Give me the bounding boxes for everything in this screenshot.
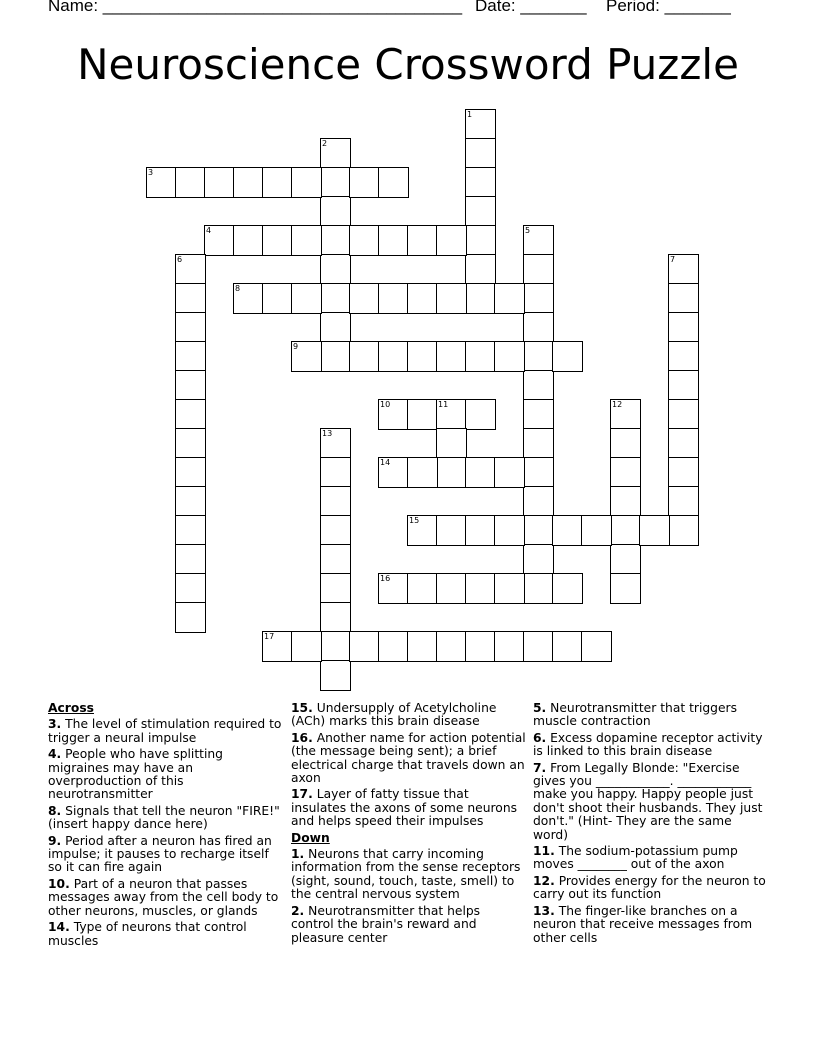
grid-cell[interactable] (668, 515, 699, 546)
clue-number-label: 15. (291, 701, 313, 715)
grid-cell[interactable] (407, 283, 438, 314)
grid-cell[interactable] (465, 573, 496, 604)
clue-number: 4 (206, 226, 212, 235)
clue-text: Layer of fatty tissue that insulates the axons of some neurons and helps speed their impulses (291, 787, 518, 829)
grid-cell[interactable] (320, 341, 351, 372)
grid-cell[interactable] (552, 573, 583, 604)
grid-cell[interactable] (320, 631, 351, 662)
grid-cell[interactable] (175, 341, 206, 372)
clue-down (291, 905, 526, 945)
grid-cell[interactable] (523, 370, 554, 401)
clue-number-label: 9. (48, 833, 62, 848)
clue-down (291, 848, 526, 902)
clue-text: Provides energy for the neuron to carry out its function (533, 873, 766, 902)
grid-cell[interactable] (436, 573, 467, 604)
clue-number-label: 8. (48, 803, 62, 818)
grid-cell[interactable] (465, 283, 496, 314)
clue-number: 9 (293, 342, 299, 351)
grid-cell[interactable] (465, 196, 496, 227)
page-title: Neuroscience Crossword Puzzle (77, 40, 739, 89)
grid-cell[interactable] (523, 544, 554, 575)
clue-number-label: 13. (533, 903, 555, 918)
grid-cell[interactable] (494, 341, 525, 372)
grid-cell[interactable] (465, 109, 496, 140)
date-field[interactable]: Date: _______ (475, 0, 587, 15)
grid-cell[interactable] (610, 544, 641, 575)
grid-cell[interactable] (320, 225, 351, 256)
grid-cell[interactable] (291, 167, 322, 198)
grid-cell[interactable] (291, 283, 322, 314)
grid-cell[interactable] (233, 225, 264, 256)
grid-cell[interactable] (378, 283, 409, 314)
grid-cell[interactable] (175, 573, 206, 604)
grid-cell[interactable] (581, 515, 612, 546)
grid-cell[interactable] (291, 225, 322, 256)
grid-cell[interactable] (494, 283, 525, 314)
grid-cell[interactable] (668, 428, 699, 459)
clue-number: 7 (670, 255, 676, 264)
grid-cell[interactable] (175, 312, 206, 343)
clue-number: 10 (380, 400, 391, 409)
grid-cell[interactable] (262, 283, 293, 314)
grid-cell[interactable] (320, 573, 351, 604)
clue-number: 13 (322, 429, 333, 438)
clue-number-label: 5. (533, 701, 547, 715)
down-heading: Down (291, 830, 330, 845)
grid-cell[interactable] (175, 486, 206, 517)
grid-cell[interactable] (320, 167, 351, 198)
grid-cell[interactable] (291, 631, 322, 662)
grid-cell[interactable] (436, 515, 467, 546)
grid-cell[interactable] (320, 283, 351, 314)
grid-cell[interactable] (349, 341, 380, 372)
clue-down (533, 875, 768, 902)
grid-cell[interactable] (175, 602, 206, 633)
grid-cell[interactable] (233, 283, 264, 314)
grid-cell[interactable] (436, 225, 467, 256)
clue-number-label: 12. (533, 873, 555, 888)
clue-text: From Legally Blonde: "Exercise gives you ____________. ____________ make you happy. Happy people just don't shoot their husbands. They just don't." (Hint- They are the same word) (533, 760, 763, 842)
clue-across (291, 732, 526, 786)
clue-number: 12 (612, 400, 623, 409)
grid-cell[interactable] (523, 312, 554, 343)
grid-cell[interactable] (291, 341, 322, 372)
grid-cell[interactable] (407, 225, 438, 256)
clues-column-3 (533, 702, 768, 948)
grid-cell[interactable] (262, 167, 293, 198)
grid-cell[interactable] (407, 341, 438, 372)
clue-text: The level of stimulation required to trigger a neural impulse (48, 717, 282, 745)
grid-cell[interactable] (378, 341, 409, 372)
grid-cell[interactable] (320, 515, 351, 546)
across-heading: Across (48, 701, 94, 715)
grid-cell[interactable] (523, 515, 554, 546)
grid-cell[interactable] (320, 196, 351, 227)
grid-cell[interactable] (523, 457, 554, 488)
grid-cell[interactable] (378, 225, 409, 256)
grid-cell[interactable] (494, 457, 525, 488)
clue-number: 16 (380, 574, 391, 583)
grid-cell[interactable] (465, 254, 496, 285)
grid-cell[interactable] (320, 457, 351, 488)
grid-cell[interactable] (407, 457, 438, 488)
period-field[interactable]: Period: _______ (606, 0, 731, 15)
grid-cell[interactable] (552, 631, 583, 662)
grid-cell[interactable] (523, 399, 554, 430)
clue-number-label: 14. (48, 920, 70, 935)
clue-down (533, 732, 768, 759)
grid-cell[interactable] (668, 312, 699, 343)
grid-cell[interactable] (668, 341, 699, 372)
grid-cell[interactable] (668, 457, 699, 488)
clue-down (533, 702, 768, 729)
grid-cell[interactable] (668, 399, 699, 430)
grid-cell[interactable] (175, 283, 206, 314)
clue-number-label: 17. (291, 787, 313, 802)
grid-cell[interactable] (175, 457, 206, 488)
clue-number-label: 3. (48, 717, 62, 732)
grid-cell[interactable] (407, 631, 438, 662)
grid-cell[interactable] (465, 399, 496, 430)
grid-cell[interactable] (175, 399, 206, 430)
clue-text: People who have splitting migraines may have an overproduction of this neurotransmitter (48, 747, 223, 802)
clue-number: 1 (467, 110, 473, 119)
grid-cell[interactable] (436, 399, 467, 430)
clue-across (291, 702, 526, 729)
clue-text: Period after a neuron has fired an impulse; it pauses to recharge itself so it can fire again (48, 833, 272, 875)
clue-number-label: 7. (533, 760, 547, 775)
clue-number: 2 (322, 139, 328, 148)
clue-number-label: 1. (291, 847, 305, 862)
clues-column-2 (291, 702, 526, 948)
grid-cell[interactable] (175, 428, 206, 459)
clue-number: 14 (380, 458, 391, 467)
grid-cell[interactable] (378, 399, 409, 430)
grid-cell[interactable] (668, 486, 699, 517)
grid-cell[interactable] (320, 312, 351, 343)
grid-cell[interactable] (610, 428, 641, 459)
grid-cell[interactable] (523, 283, 554, 314)
grid-cell[interactable] (320, 138, 351, 169)
clue-number-label: 4. (48, 747, 62, 762)
clue-across (291, 788, 526, 828)
clue-down (533, 905, 768, 945)
clue-text: Type of neurons that control muscles (48, 920, 247, 948)
grid-cell[interactable] (436, 341, 467, 372)
clue-number-label: 16. (291, 730, 313, 745)
clue-text: The sodium-potassium pump moves ________ out of the axon (533, 844, 738, 872)
clue-text: Neurotransmitter that triggers muscle contraction (533, 701, 738, 729)
grid-cell[interactable] (523, 631, 554, 662)
clue-text: Neurons that carry incoming information from the sense receptors (sight, sound, touch, taste, smell) to the central nervous system (291, 847, 521, 902)
grid-cell[interactable] (610, 573, 641, 604)
clues-column-1 (48, 702, 283, 951)
down-clues-part-1 (291, 848, 526, 945)
grid-cell[interactable] (494, 631, 525, 662)
grid-cell[interactable] (407, 515, 438, 546)
grid-cell[interactable] (320, 486, 351, 517)
clue-number: 11 (438, 400, 449, 409)
grid-cell[interactable] (349, 631, 380, 662)
grid-cell[interactable] (668, 283, 699, 314)
name-field[interactable]: Name: ______________________________________ (48, 0, 463, 15)
grid-cell[interactable] (436, 283, 467, 314)
clue-text: Neurotransmitter that helps control the brain's reward and pleasure center (291, 903, 481, 945)
clue-across (48, 805, 283, 832)
grid-cell[interactable] (581, 631, 612, 662)
clue-text: Signals that tell the neuron "FIRE!" (insert happy dance here) (48, 803, 280, 832)
grid-cell[interactable] (204, 225, 235, 256)
grid-cell[interactable] (552, 341, 583, 372)
grid-cell[interactable] (523, 428, 554, 459)
grid-cell[interactable] (262, 225, 293, 256)
grid-cell[interactable] (175, 370, 206, 401)
clue-number-label: 2. (291, 903, 305, 918)
grid-cell[interactable] (378, 167, 409, 198)
grid-cell[interactable] (320, 544, 351, 575)
grid-cell[interactable] (233, 167, 264, 198)
grid-cell[interactable] (639, 515, 670, 546)
grid-cell[interactable] (465, 341, 496, 372)
grid-cell[interactable] (668, 254, 699, 285)
grid-cell[interactable] (610, 486, 641, 517)
grid-cell[interactable] (610, 457, 641, 488)
grid-cell[interactable] (610, 399, 641, 430)
clue-number: 17 (264, 632, 275, 641)
grid-cell[interactable] (436, 631, 467, 662)
clue-number: 5 (525, 226, 531, 235)
clue-text: Another name for action potential (the message being sent); a brief electrical charge that travels down an axon (291, 730, 526, 786)
clue-text: Part of a neuron that passes messages away from the cell body to other neurons, muscles, or glands (48, 876, 279, 918)
grid-cell[interactable] (320, 660, 351, 691)
across-clues-part-1 (48, 718, 283, 948)
grid-cell[interactable] (523, 486, 554, 517)
grid-cell[interactable] (465, 225, 496, 256)
grid-cell[interactable] (668, 370, 699, 401)
grid-cell[interactable] (378, 457, 409, 488)
grid-cell[interactable] (523, 573, 554, 604)
clue-across (48, 921, 283, 948)
grid-cell[interactable] (494, 573, 525, 604)
clue-across (48, 718, 283, 745)
grid-cell[interactable] (465, 457, 496, 488)
clue-number: 3 (148, 168, 154, 177)
grid-cell[interactable] (610, 515, 641, 546)
clue-down (533, 845, 768, 872)
grid-cell[interactable] (523, 225, 554, 256)
grid-cell[interactable] (175, 515, 206, 546)
clue-text: The finger-like branches on a neuron that receive messages from other cells (533, 903, 753, 945)
clue-number-label: 10. (48, 876, 70, 891)
grid-cell[interactable] (378, 573, 409, 604)
grid-cell[interactable] (465, 515, 496, 546)
grid-cell[interactable] (262, 631, 293, 662)
grid-cell[interactable] (465, 138, 496, 169)
grid-cell[interactable] (349, 167, 380, 198)
grid-cell[interactable] (436, 457, 467, 488)
grid-cell[interactable] (320, 254, 351, 285)
clue-number-label: 11. (533, 844, 555, 859)
grid-cell[interactable] (175, 167, 206, 198)
grid-cell[interactable] (204, 167, 235, 198)
grid-cell[interactable] (407, 399, 438, 430)
grid-cell[interactable] (320, 428, 351, 459)
grid-cell[interactable] (523, 254, 554, 285)
across-clues-part-2 (291, 702, 526, 829)
clue-across (48, 748, 283, 802)
clue-number: 15 (409, 516, 420, 525)
clue-across (48, 835, 283, 875)
clue-number: 8 (235, 284, 241, 293)
grid-cell[interactable] (494, 515, 525, 546)
grid-cell[interactable] (378, 631, 409, 662)
clue-text: Undersupply of Acetylcholine (ACh) marks this brain disease (291, 701, 497, 729)
grid-cell[interactable] (436, 428, 467, 459)
clue-down (533, 762, 768, 842)
grid-cell[interactable] (349, 225, 380, 256)
grid-cell[interactable] (465, 167, 496, 198)
grid-cell[interactable] (552, 515, 583, 546)
grid-cell[interactable] (407, 573, 438, 604)
grid-cell[interactable] (175, 544, 206, 575)
grid-cell[interactable] (523, 341, 554, 372)
clue-number-label: 6. (533, 730, 547, 745)
grid-cell[interactable] (146, 167, 177, 198)
grid-cell[interactable] (175, 254, 206, 285)
clue-number: 6 (177, 255, 183, 264)
clue-text: Excess dopamine receptor activity is linked to this brain disease (533, 730, 763, 759)
grid-cell[interactable] (320, 602, 351, 633)
down-clues-part-2 (533, 702, 768, 945)
grid-cell[interactable] (465, 631, 496, 662)
grid-cell[interactable] (349, 283, 380, 314)
clue-across (48, 878, 283, 918)
